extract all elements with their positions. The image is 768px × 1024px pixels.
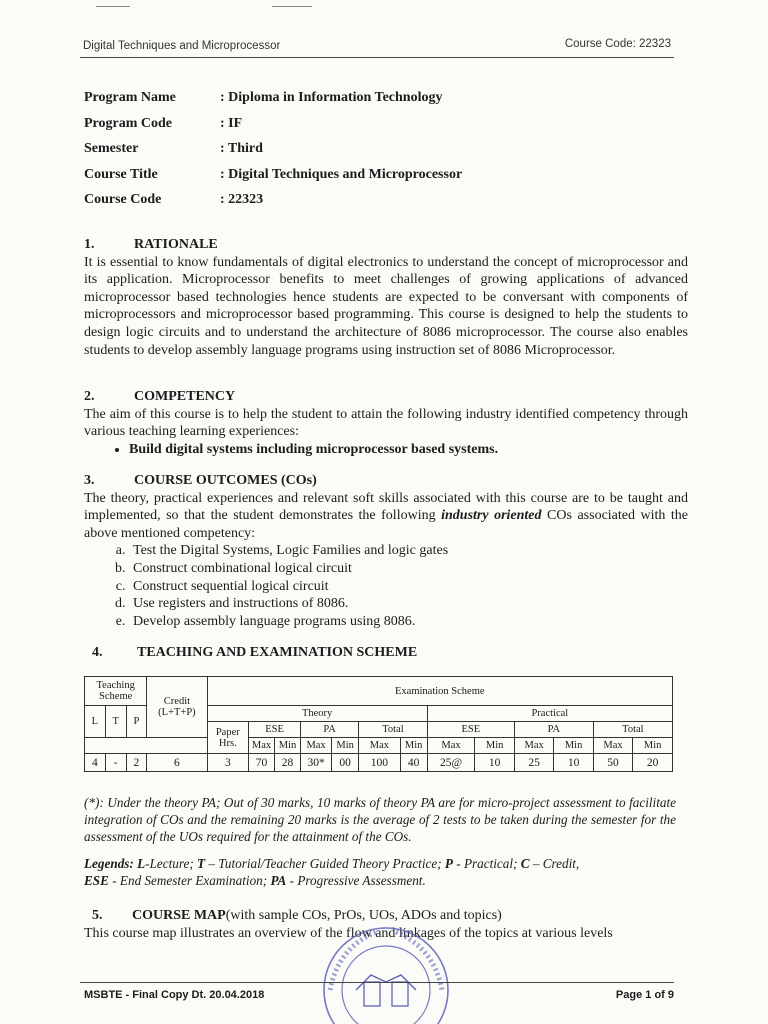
table-cell: 3 [207,754,249,772]
header-l: L [85,706,106,738]
competency-list [84,441,688,459]
table-cell: 50 [593,754,632,772]
rationale-section [84,236,688,359]
page-header [83,38,671,56]
scheme-section [84,644,688,662]
outcomes-list [84,542,688,630]
footer-rule [80,982,674,983]
max-header: Max [593,738,632,754]
rationale-text: It is essential to know fundamentals of digital electronics to understand the concept of microprocessor and its application. Microprocessor benefits to meet challenges of growing applications of advanced microprocessor based technologies hence students are expected to be conversant with components of microprocessors and microprocessor based programming. This course is designed to help the students to design logic circuits and to understand the architecture of 8086 microprocessor. The course also enables students to develop assembly language programs using instruction set of 8086 Microprocessor. [84,254,688,358]
scheme-table [84,676,673,772]
competency-section [84,388,688,458]
header-rule [80,57,674,58]
table-cell: 25@ [427,754,475,772]
table-cell: - [105,754,126,772]
min-header: Min [554,738,593,754]
theory-header: Theory [207,706,427,722]
theory-total-header: Total [359,722,428,738]
scheme-values-row [85,754,673,772]
info-row [84,90,462,116]
table-cell: 28 [275,754,301,772]
info-label: Program Name [84,90,176,105]
info-label: Course Title [84,166,158,182]
practical-pa-header: PA [514,722,593,738]
scheme-blank-cell [85,738,208,754]
outcomes-heading: 3. COURSE OUTCOMES (COs) [84,473,317,488]
legends: Legends: L-Lecture; T – Tutorial/Teacher Guided Theory Practice; P - Practical; C – Credit, ESE - End Semester Examination; PA - Progressive Assessment. [84,856,580,889]
outcome-item: d. Use registers and instructions of 8086. [129,595,688,613]
course-map-heading: 5. COURSE MAP (with sample COs, PrOs, UOs, ADOs and topics) [92,908,502,923]
outcome-item: b. Construct combinational logical circuit [129,560,688,578]
scheme-heading: 4. TEACHING AND EXAMINATION SCHEME [92,645,418,660]
max-header: Max [249,738,275,754]
page-number: Page 1 of 9 [615,989,674,1001]
table-cell: 10 [554,754,593,772]
info-value: : Third [220,141,263,156]
header-course-name: Digital Techniques and Microprocessor [83,40,281,52]
theory-pa-header: PA [300,722,358,738]
competency-text: The aim of this course is to help the student to attain the following industry identified competency through various teaching learning experiences: [84,406,688,440]
min-header: Min [332,738,359,754]
info-label: Program Code [84,115,172,131]
credit-header: Credit (L+T+P) [147,677,207,738]
rationale-heading: 1. RATIONALE [84,237,218,252]
scheme-note: (*): Under the theory PA; Out of 30 marks, 10 marks of theory PA are for micro-project assessment to facilitate integration of COs and the remaining 20 marks is the average of 2 tests to be taken during the semester for the assessment of the UOs required for the attainment of the COs. [84,795,676,845]
table-cell: 00 [332,754,359,772]
competency-heading: 2. COMPETENCY [84,389,236,404]
header-t: T [105,706,126,738]
header-course-code: Course Code: 22323 [564,38,671,50]
table-cell: 40 [400,754,427,772]
practical-ese-header: ESE [427,722,514,738]
info-value: : 22323 [220,192,264,207]
table-cell: 2 [126,754,147,772]
theory-ese-header: ESE [249,722,301,738]
paper-hrs-header: Paper Hrs. [207,722,249,754]
info-value: : IF [220,115,243,131]
outcome-item: e. Develop assembly language programs using 8086. [129,613,688,631]
info-row [84,192,462,218]
table-cell: 70 [249,754,275,772]
min-header: Min [475,738,514,754]
table-cell: 10 [475,754,514,772]
course-map-text: This course map illustrates an overview of the flow and linkages of the topics at various levels [84,925,613,941]
table-cell: 20 [633,754,673,772]
competency-bullet: • Build digital systems including microprocessor based systems. [129,441,688,459]
table-cell: 30* [300,754,331,772]
outcome-item: c. Construct sequential logical circuit [129,578,688,596]
board-seal-icon [316,920,456,1024]
table-cell: 100 [359,754,401,772]
info-row [84,141,462,167]
outcomes-intro: The theory, practical experiences and relevant soft skills associated with this course are to be taught and implemented, so that the student demonstrates the following industry oriented COs associated with the above mentioned competency: [84,490,689,541]
table-cell: 4 [85,754,106,772]
outcomes-section [84,472,688,630]
info-value: : Digital Techniques and Microprocessor [220,166,463,182]
footer-copy-date: MSBTE - Final Copy Dt. 20.04.2018 [84,989,265,1001]
max-header: Max [300,738,331,754]
min-header: Min [633,738,673,754]
max-header: Max [514,738,553,754]
table-cell: 25 [514,754,553,772]
max-header: Max [427,738,475,754]
practical-header: Practical [427,706,672,722]
outcome-item: a. Test the Digital Systems, Logic Families and logic gates [129,542,688,560]
info-row [84,167,462,193]
info-row [84,116,462,142]
teaching-scheme-header: Teaching Scheme [85,677,147,706]
info-label: Course Code [84,192,162,207]
min-header: Min [400,738,427,754]
program-info [84,90,462,218]
min-header: Min [275,738,301,754]
max-header: Max [359,738,401,754]
info-value: : Diploma in Information Technology [220,90,443,105]
table-cell: 6 [147,754,207,772]
header-p: P [126,706,147,738]
info-label: Semester [84,141,139,156]
exam-scheme-header: Examination Scheme [207,677,672,706]
practical-total-header: Total [593,722,672,738]
scan-marks [0,6,768,10]
